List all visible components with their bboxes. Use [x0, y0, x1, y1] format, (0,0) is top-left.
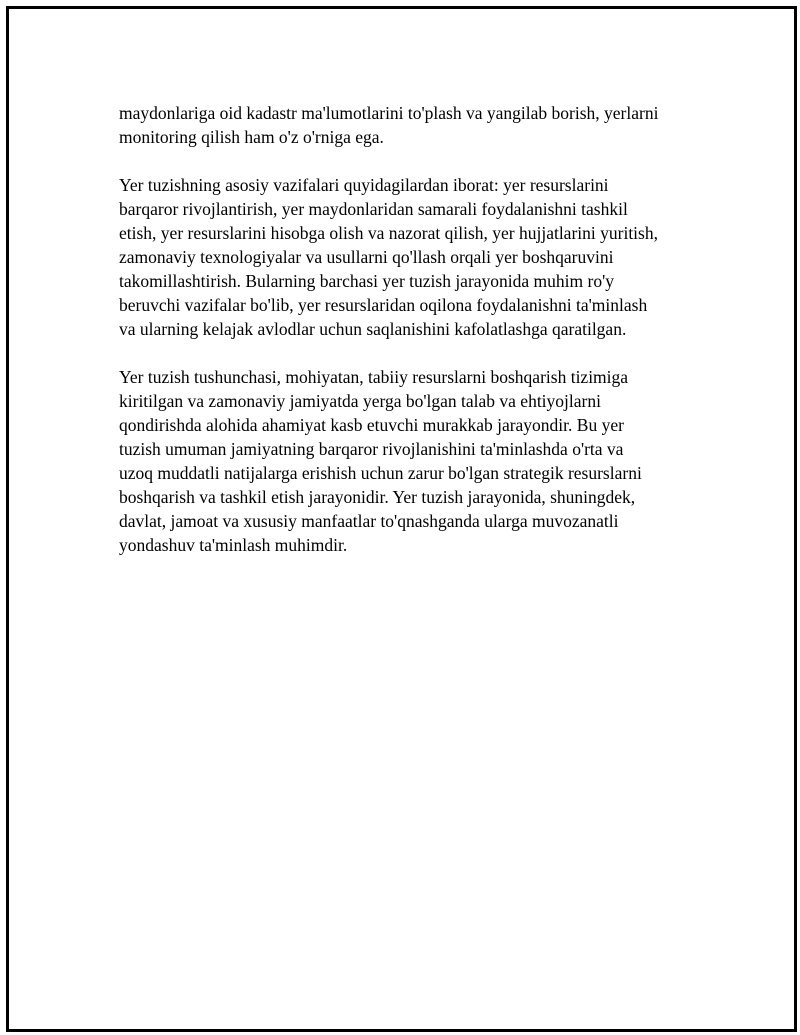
document-body — [119, 101, 699, 581]
paragraph-1: maydonlariga oid kadastr ma'lumotlarini to'plash va yangilab borish, yerlarni monitoring qilish ham o'z o'rniga ega. — [119, 103, 659, 147]
paragraph-2: Yer tuzishning asosiy vazifalari quyidagilardan iborat: yer resurslarini barqaror rivojlantirish, yer maydonlaridan samarali foydalanishni tashkil etish, yer resurslarini hisobga olish va nazorat qilish, yer hujjatlarini yuritish, zamonaviy texnologiyalar va usullarni qo'llash orqali yer boshqaruvini takomillashtirish. Bularning barchasi yer tuzish jarayonida muhim ro'y beruvchi vazifalar bo'lib, yer resurslaridan oqilona foydalanishni ta'minlash va ularning kelajak avlodlar uchun saqlanishini kafolatlashga qaratilgan. — [119, 175, 658, 339]
paragraph-3: Yer tuzish tushunchasi, mohiyatan, tabiiy resurslarni boshqarish tizimiga kiritilgan va zamonaviy jamiyatda yerga bo'lgan talab va ehtiyojlarni qondirishda alohida ahamiyat kasb etuvchi murakkab jarayondir. Bu yer tuzish umuman jamiyatning barqaror rivojlanishini ta'minlashda o'rta va uzoq muddatli natijalarga erishish uchun zarur bo'lgan strategik resurslarni boshqarish va tashkil etish jarayonidir. Yer tuzish jarayonida, shuningdek, davlat, jamoat va xususiy manfaatlar to'qnashganda ularga muvozanatli yondashuv ta'minlash muhimdir. — [119, 367, 642, 555]
page-frame — [6, 6, 797, 1032]
